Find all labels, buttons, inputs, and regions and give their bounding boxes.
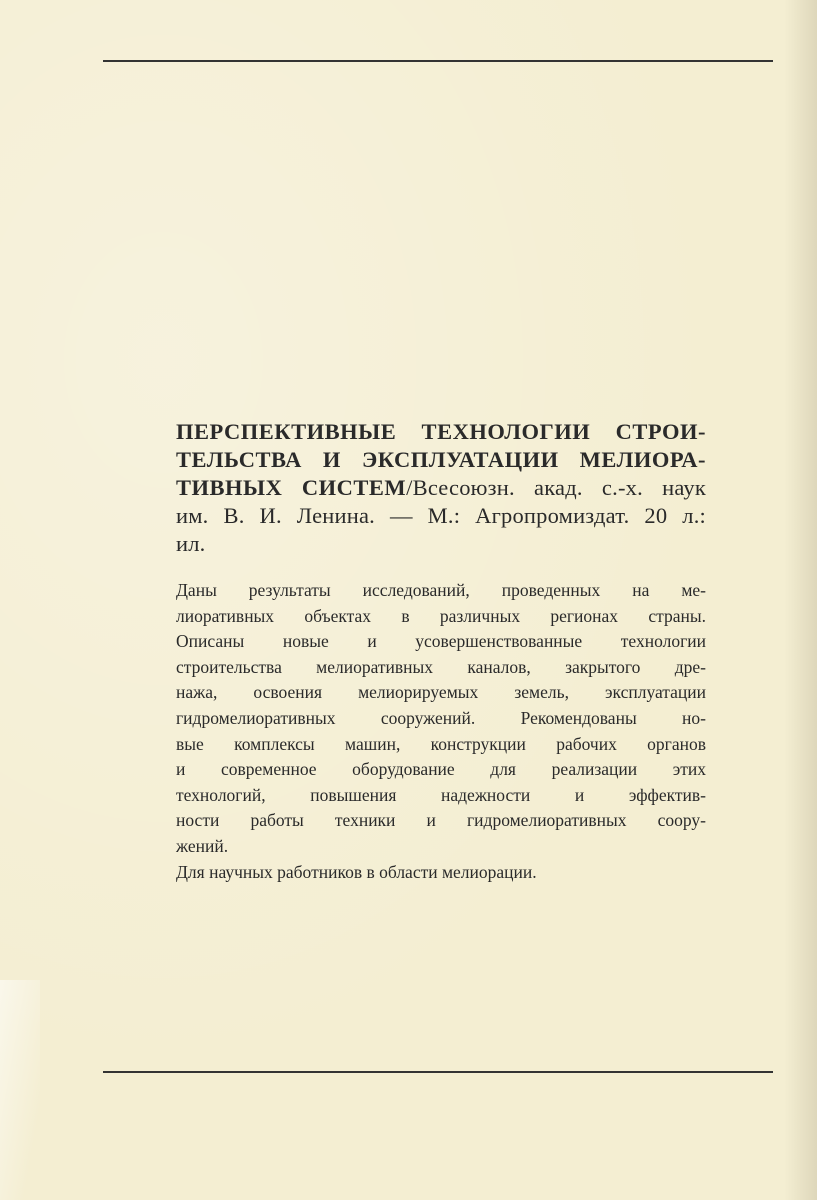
annotation-line: ности работы техники и гидромелиоративных соору-: [176, 810, 706, 831]
annotation-line: технологий, повышения надежности и эффектив-: [176, 784, 706, 805]
annotation-line: гидромелиоративных сооружений. Рекомендованы но-: [176, 707, 706, 728]
title-line: ТЕЛЬСТВА И ЭКСПЛУАТАЦИИ МЕЛИОРА-: [176, 447, 706, 472]
annotation-line: и современное оборудование для реализации этих: [176, 759, 706, 780]
page-edge-highlight: [0, 980, 40, 1200]
annotation-line: Описаны новые и усовершенствованные технологии: [176, 631, 706, 652]
annotation-line: лиоративных объектах в различных регионах страны.: [176, 605, 706, 626]
annotation-line: вые комплексы машин, конструкции рабочих органов: [176, 733, 706, 754]
publication-info-line: им. В. И. Ленина. — М.: Агропромиздат. 20 л.:: [176, 503, 706, 528]
annotation-line: нажа, освоения мелиорируемых земель, эксплуатации: [176, 682, 706, 703]
bottom-rule: [103, 1071, 773, 1073]
annotation-line: строительства мелиоративных каналов, закрытого дре-: [176, 656, 706, 677]
publication-info-line: ил.: [176, 531, 206, 556]
audience-line: Для научных работников в области мелиорации.: [176, 861, 537, 882]
annotation: [176, 578, 706, 885]
annotation-line: жений.: [176, 835, 229, 856]
top-rule: [103, 60, 773, 62]
title-line: ТИВНЫХ СИСТЕМ/Всесоюзн. акад. с.-х. наук: [176, 475, 707, 500]
annotation-line: Даны результаты исследований, проведенных на ме-: [176, 580, 706, 600]
bibliographic-entry: [176, 418, 706, 558]
title-line: ПЕРСПЕКТИВНЫЕ ТЕХНОЛОГИИ СТРОИ-: [176, 419, 706, 444]
